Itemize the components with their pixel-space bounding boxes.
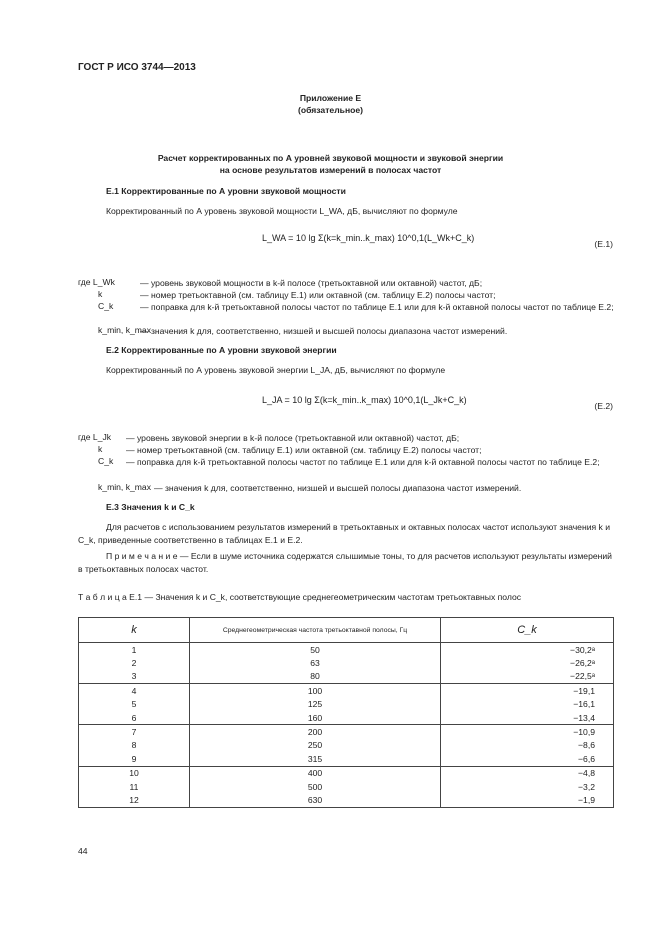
cell-k: 7 <box>79 725 190 739</box>
cell-ck: −4,8 <box>441 766 614 780</box>
def-desc: — поправка для k-й третьоктавной полосы частот по таблице Е.1 или для k-й октавной полосы частот по таблице Е.2; <box>140 302 614 312</box>
table-row <box>79 670 614 684</box>
cell-frequency: 500 <box>190 780 441 793</box>
table-row <box>79 643 614 657</box>
cell-frequency: 50 <box>190 643 441 657</box>
def-term: k <box>98 289 103 299</box>
def-desc: — значения k для, соответственно, низшей и высшей полосы диапазона частот измерений. <box>140 326 508 336</box>
col-header-frequency: Среднегеометрическая частота третьоктавной полосы, Гц <box>190 618 441 643</box>
table-e1 <box>78 617 614 808</box>
def-desc: — номер третьоктавной (см. таблицу Е.1) или октавной (см. таблицу Е.2) полосы частот; <box>140 290 496 300</box>
cell-ck: −16,1 <box>441 698 614 711</box>
cell-frequency: 100 <box>190 684 441 698</box>
cell-ck: −6,6 <box>441 752 614 766</box>
cell-frequency: 400 <box>190 766 441 780</box>
cell-k: 11 <box>79 780 190 793</box>
table-caption: Т а б л и ц а Е.1 — Значения k и C_k, соответствующие среднегеометрическим частотам третьоктавных полос <box>78 592 522 602</box>
table-row <box>79 793 614 807</box>
cell-ck: −22,5ᵃ <box>441 670 614 684</box>
cell-ck: −26,2ᵃ <box>441 656 614 669</box>
cell-frequency: 63 <box>190 656 441 669</box>
cell-ck: −30,2ᵃ <box>441 643 614 657</box>
def-desc: — уровень звуковой мощности в k-й полосе (третьоктавной или октавной) частот, дБ; <box>140 278 483 288</box>
main-title-line1: Расчет корректированных по А уровней звуковой мощности и звуковой энергии <box>157 153 504 163</box>
cell-ck: −1,9 <box>441 793 614 807</box>
def-term: k_min, k_max <box>98 482 152 492</box>
def-desc: — уровень звуковой энергии в k-й полосе (третьоктавной или октавной) частот, дБ; <box>126 433 460 443</box>
e3-note: П р и м е ч а н и е — Если в шуме источника содержатся слышимые тоны, то для расчетов используют результаты измерений в третьоктавных полосах частот. <box>78 551 612 574</box>
cell-frequency: 125 <box>190 698 441 711</box>
cell-ck: −19,1 <box>441 684 614 698</box>
cell-frequency: 200 <box>190 725 441 739</box>
cell-frequency: 315 <box>190 752 441 766</box>
cell-k: 3 <box>79 670 190 684</box>
table-row <box>79 766 614 780</box>
cell-frequency: 80 <box>190 670 441 684</box>
cell-k: 9 <box>79 752 190 766</box>
page-number: 44 <box>78 846 88 856</box>
cell-ck: −10,9 <box>441 725 614 739</box>
col-header-ck: C_k <box>441 618 614 643</box>
def-desc: — номер третьоктавной (см. таблицу Е.1) или октавной (см. таблицу Е.2) полосы частот; <box>126 445 482 455</box>
table-row <box>79 711 614 725</box>
cell-k: 12 <box>79 793 190 807</box>
cell-frequency: 250 <box>190 739 441 752</box>
def-desc: — значения k для, соответственно, низшей и высшей полосы диапазона частот измерений. <box>154 483 522 493</box>
def-term: C_k <box>98 301 114 311</box>
table-row <box>79 656 614 669</box>
cell-ck: −8,6 <box>441 739 614 752</box>
formula-e2 <box>0 387 661 427</box>
document-header: ГОСТ Р ИСО 3744—2013 <box>78 62 196 73</box>
def-term: k <box>98 444 103 454</box>
e1-heading: Е.1 Корректированные по А уровни звуковой мощности <box>106 186 346 196</box>
cell-k: 10 <box>79 766 190 780</box>
table-row <box>79 725 614 739</box>
table-row <box>79 698 614 711</box>
cell-k: 2 <box>79 656 190 669</box>
e1-text: Корректированный по А уровень звуковой мощности L_WA, дБ, вычисляют по формуле <box>106 206 458 216</box>
formula-e2-expr: L_JA = 10 lg Σ(k=k_min..k_max) 10^0,1(L_Jk+C_k) <box>262 395 467 405</box>
table-row <box>79 752 614 766</box>
cell-ck: −13,4 <box>441 711 614 725</box>
formula-e1-number: (Е.1) <box>594 239 613 249</box>
formula-e1-expr: L_WA = 10 lg Σ(k=k_min..k_max) 10^0,1(L_Wk+C_k) <box>262 233 475 243</box>
def-term: k_min, k_max <box>98 325 152 335</box>
table-row <box>79 739 614 752</box>
def-term: где L_Wk <box>78 277 115 287</box>
formula-e2-number: (Е.2) <box>594 401 613 411</box>
cell-ck: −3,2 <box>441 780 614 793</box>
main-title-line2: на основе результатов измерений в полосах частот <box>219 165 442 175</box>
e3-text: Для расчетов с использованием результатов измерений в третьоктавных и октавных полосах частот используют значения k и C_k, приведенные соответственно в таблицах Е.1 и Е.2. <box>78 522 611 545</box>
def-desc: — поправка для k-й третьоктавной полосы частот по таблице Е.1 или для k-й октавной полосы частот по таблице Е.2; <box>126 457 600 467</box>
e2-heading: Е.2 Корректированные по А уровни звуковой энергии <box>106 345 337 355</box>
cell-k: 6 <box>79 711 190 725</box>
e3-heading: Е.3 Значения k и C_k <box>106 502 195 512</box>
cell-frequency: 160 <box>190 711 441 725</box>
col-header-k: k <box>79 618 190 643</box>
appendix-title: Приложение Е <box>299 93 362 103</box>
formula-e1 <box>0 225 661 265</box>
cell-k: 8 <box>79 739 190 752</box>
table-row <box>79 780 614 793</box>
cell-k: 4 <box>79 684 190 698</box>
def-term: где L_Jk <box>78 432 112 442</box>
appendix-subtitle: (обязательное) <box>297 105 364 115</box>
def-term: C_k <box>98 456 114 466</box>
e2-text: Корректированный по А уровень звуковой энергии L_JA, дБ, вычисляют по формуле <box>106 365 446 375</box>
cell-k: 1 <box>79 643 190 657</box>
cell-k: 5 <box>79 698 190 711</box>
cell-frequency: 630 <box>190 793 441 807</box>
table-row <box>79 684 614 698</box>
